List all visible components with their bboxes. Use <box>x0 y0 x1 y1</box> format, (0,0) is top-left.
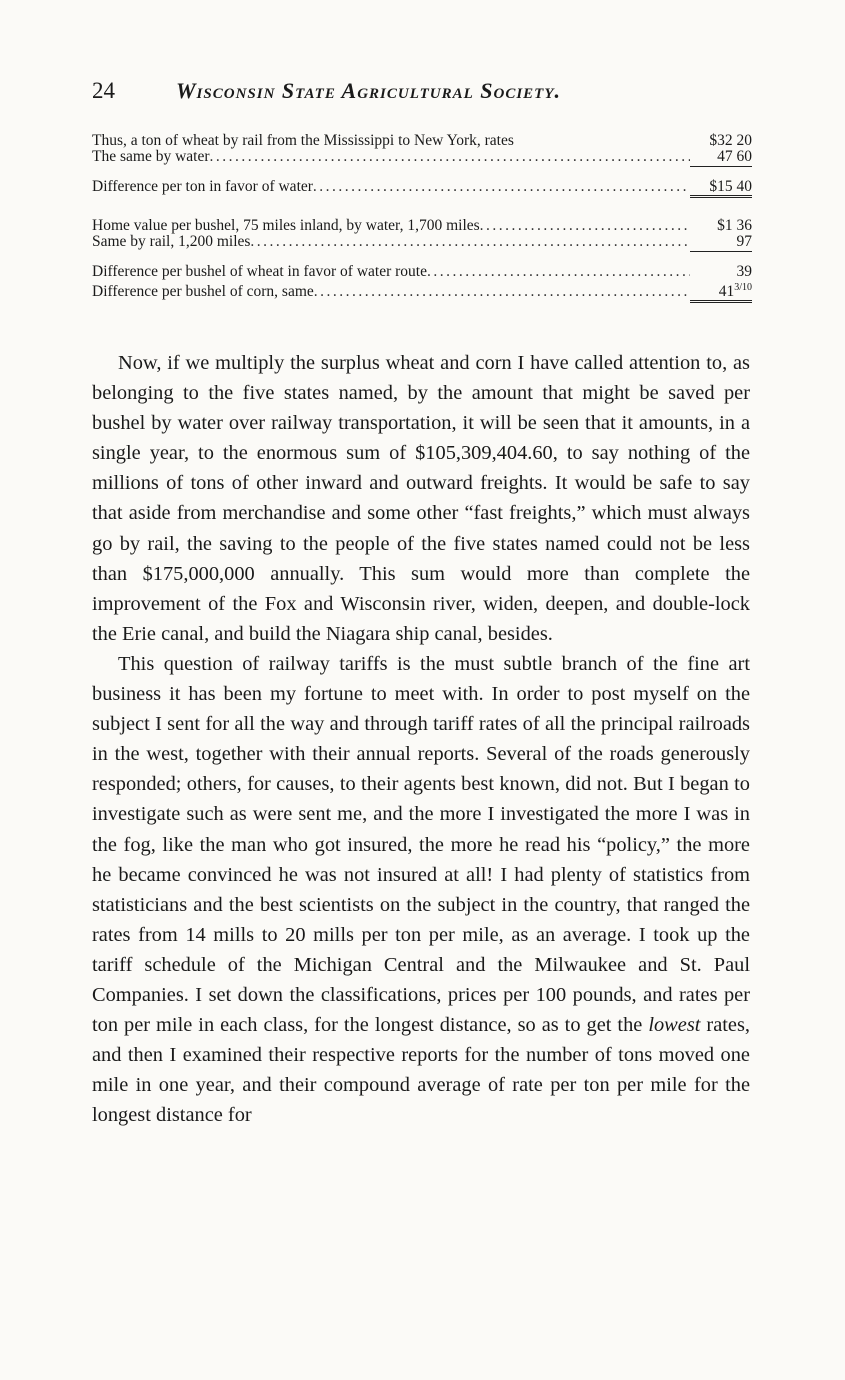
running-title: Wisconsin State Agricultural Society. <box>176 78 562 103</box>
row-value-whole: 41 <box>718 283 735 301</box>
row-value: $15 40 <box>690 179 752 198</box>
leader-dots <box>480 218 690 234</box>
row-label: Same by rail, 1,200 miles <box>92 234 251 250</box>
table-row <box>92 218 752 234</box>
row-label: Difference per bushel of corn, same <box>92 283 314 301</box>
row-value <box>690 280 752 303</box>
paragraph-2 <box>92 649 750 1131</box>
italic-word: lowest <box>648 1014 701 1037</box>
row-value: 47 60 <box>690 149 752 167</box>
paragraph-2-text-b: rates, and then I examined their respective reports for the number of tons moved one mile in one year, and their compound average of rate per ton per mile for the longest distance for <box>92 1014 751 1127</box>
paragraph-1: Now, if we multiply the surplus wheat and corn I have called attention to, as belonging to the five states named, by the amount that might be saved per bushel by water over railway transportation, it will be seen that it amounts, in a single year, to the enormous sum of $105,309,404.60, to say nothing of the millions of tons of other inward and outward freights. It would be safe to say that aside from merchandise and some other “fast freights,” which must always go by rail, the saving to the people of the five states named could not be less than $175,000,000 annually. This sum would more than complete the improvement of the Fox and Wisconsin river, widen, deepen, and double-lock the Erie canal, and build the Niagara ship canal, besides. <box>92 352 750 645</box>
leader-dots <box>250 234 690 250</box>
row-value: $1 36 <box>717 218 752 234</box>
row-value: 39 <box>736 264 752 280</box>
table-row <box>92 133 752 149</box>
leader-dots <box>313 179 690 195</box>
table-row <box>92 280 752 303</box>
row-value: 97 <box>690 234 752 252</box>
table-row <box>92 179 752 198</box>
row-label: Home value per bushel, 75 miles inland, by water, 1,700 miles <box>92 218 480 234</box>
page-header <box>92 78 752 108</box>
row-value: $32 20 <box>709 133 752 149</box>
leader-dots <box>210 149 691 165</box>
table-row <box>92 149 752 167</box>
leader-dots <box>427 264 690 280</box>
row-label: The same by water <box>92 149 210 165</box>
row-label: Difference per bushel of wheat in favor of water route <box>92 264 427 280</box>
leader-dots <box>314 284 690 300</box>
freight-rate-table <box>92 133 752 303</box>
row-label: Difference per ton in favor of water <box>92 179 313 195</box>
row-label: Thus, a ton of wheat by rail from the Mississippi to New York, rates <box>92 133 514 149</box>
row-value-fraction: 3/10 <box>734 282 752 293</box>
page-number: 24 <box>92 78 115 103</box>
body-text <box>92 348 750 1130</box>
paragraph-2-text-a: This question of railway tariffs is the must subtle branch of the fine art business it has been my fortune to meet with. In order to post myself on the subject I sent for all the way and through tariff rates of all the principal railroads in the west, together with their annual reports. Several of the roads generously responded; others, for causes, to their agents best known, did not. But I began to investigate such as were sent me, and the more I investigated the more I was in the fog, like the man who got insured, the more he read his “policy,” the more he became convinced he was not insured at all! I had plenty of statistics from statisticians and the best scientists on the subject in the country, that ranged the rates from 14 mills to 20 mills per ton per mile, as an average. I took up the tariff schedule of the Michigan Central and the Milwaukee and St. Paul Companies. I set down the classifications, prices per 100 pounds, and rates per ton per mile in each class, for the longest distance, so as to get the <box>92 652 750 1037</box>
table-row <box>92 264 752 280</box>
table-row <box>92 234 752 252</box>
